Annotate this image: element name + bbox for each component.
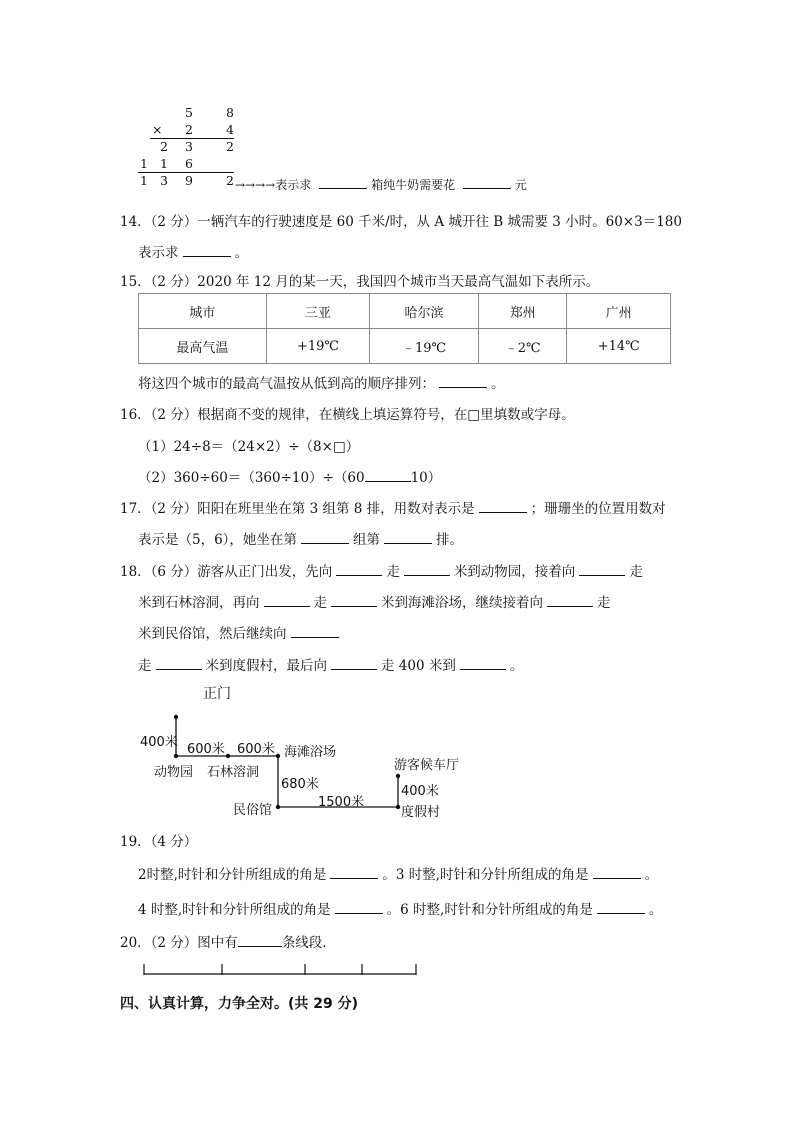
q16-text: 10）	[410, 470, 442, 486]
q18-text: 米到石林溶洞，再向	[138, 595, 260, 611]
q17-text: 17．（2 分）阳阳在班里坐在第 3 组第 8 排，用数对表示是	[120, 501, 475, 517]
q19-title: 19．（4 分）	[120, 834, 198, 850]
digit: 3	[185, 139, 193, 154]
distance-label: 600米	[187, 742, 225, 757]
station-label: 游客候车厅	[394, 758, 460, 773]
q18-text: 走	[629, 564, 643, 580]
q15-text: 。	[491, 376, 505, 392]
q16-line1: 16．（2 分）根据商不变的规律，在横线上填运算符号，在□里填数或字母。	[120, 407, 575, 423]
table-cell: ﹣19℃	[370, 329, 479, 364]
digit: 1	[160, 156, 168, 171]
digit: 9	[185, 173, 193, 188]
distance-label: 1500米	[318, 795, 365, 810]
table-cell: ﹣2℃	[478, 329, 567, 364]
vm-text: 元	[514, 178, 527, 192]
digit: 2	[226, 173, 234, 188]
table-cell: +14℃	[567, 329, 671, 364]
q14-text: 。	[234, 245, 248, 261]
table-header-cell: 哈尔滨	[370, 294, 479, 329]
digit: 3	[160, 173, 168, 188]
q17-text: 表示是（5，6），她坐在第	[138, 532, 297, 548]
table-header-cell: 三亚	[266, 294, 370, 329]
q14-line1: 14．（2 分）一辆汽车的行驶速度是 60 千米/时，从 A 城开往 B 城需要 3 小时。60×3＝180	[120, 214, 682, 230]
digit: 6	[185, 156, 193, 171]
section-heading: 四、认真计算，力争全对。(共 29 分)	[120, 996, 359, 1012]
gate-label: 正门	[203, 686, 231, 702]
q18-text: 。	[509, 658, 524, 674]
digit: 2	[185, 122, 193, 137]
q20-text: 20．（2 分）图中有	[120, 935, 238, 951]
q17-text: ；珊珊坐的位置用数对	[530, 501, 666, 517]
distance-label: 680米	[281, 777, 319, 792]
vm-text: 表示求	[275, 178, 312, 192]
q19-text: 。3 时整,时针和分针所组成的角是	[382, 867, 589, 883]
digit: 1	[140, 156, 148, 171]
q17-text: 组第	[352, 532, 380, 548]
beach-label: 海滩浴场	[284, 745, 337, 760]
multiply-sign: ×	[152, 122, 163, 137]
q18-text: 米到海滩浴场，继续接着向	[381, 595, 543, 611]
q18-text: 米到动物园，接着向	[453, 564, 576, 580]
q16-sub1: （1）24÷8＝（24×2）÷（8×□）	[138, 439, 360, 455]
resort-label: 度假村	[401, 805, 441, 820]
digit: 5	[185, 105, 193, 120]
arrows: →→→→	[235, 178, 276, 192]
q19-text: 。	[648, 902, 663, 918]
q18-text: 走	[138, 658, 152, 674]
q18-text: 走	[313, 595, 327, 611]
q20-text: 条线段.	[281, 935, 327, 951]
q18-text: 18．（6 分）游客从正门出发，先向	[120, 564, 333, 580]
q19-text: 。	[644, 867, 659, 883]
q16-text: （2）360÷60＝（360÷10）÷（60	[138, 470, 365, 486]
digit: 4	[226, 122, 234, 137]
distance-label: 400米	[140, 735, 178, 750]
table-header-cell: 城市	[139, 294, 267, 329]
table-header-cell: 郑州	[478, 294, 567, 329]
q14-text: 表示求	[138, 245, 179, 261]
vm-text: 箱纯牛奶需要花	[371, 178, 456, 192]
distance-label: 600米	[237, 742, 275, 757]
q15-text: 将这四个城市的最高气温按从低到高的顺序排列：	[138, 376, 435, 392]
q19-text: 2时整,时针和分针所组成的角是	[138, 867, 327, 883]
q17-text: 排。	[435, 532, 463, 548]
distance-label: 400米	[401, 784, 439, 799]
table-cell: +19℃	[266, 329, 370, 364]
q18-text: 米到度假村，最后向	[205, 658, 327, 674]
zoo-label: 动物园	[154, 765, 194, 780]
digit: 2	[160, 139, 168, 154]
q19-text: 4 时整,时针和分针所组成的角是	[138, 902, 331, 918]
q18-text: 走 400 米到	[381, 658, 456, 674]
museum-label: 民俗馆	[233, 803, 273, 818]
cave-label: 石林溶洞	[207, 765, 260, 780]
table-cell: 最高气温	[139, 329, 267, 364]
q18-text: 走	[386, 564, 400, 580]
table-header-cell: 广州	[567, 294, 671, 329]
q18-text: 米到民俗馆，然后继续向	[138, 626, 287, 642]
digit: 1	[140, 173, 148, 188]
q18-text: 走	[597, 595, 611, 611]
digit: 2	[226, 139, 234, 154]
q19-text: 。6 时整,时针和分针所组成的角是	[386, 902, 593, 918]
q15-line1: 15．（2 分）2020 年 12 月的某一天，我国四个城市当天最高气温如下表所示。	[120, 274, 600, 290]
digit: 8	[226, 105, 234, 120]
